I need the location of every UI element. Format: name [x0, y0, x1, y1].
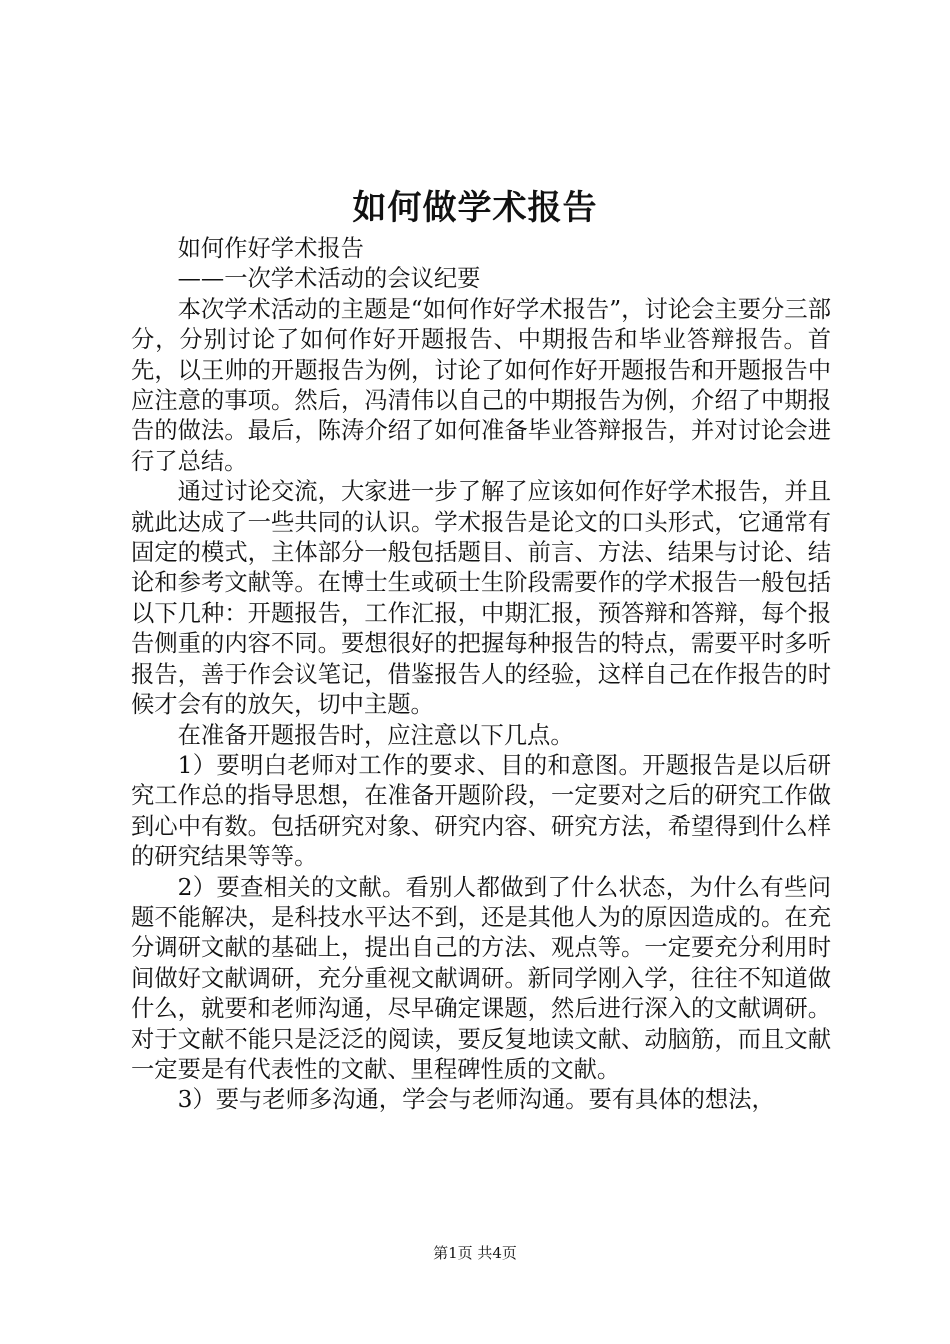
document-body: [131, 234, 831, 1116]
paragraph: 2）要查相关的文献。看别人都做到了什么状态，为什么有些问题不能解决，是科技水平达不到，还是其他人为的原因造成的。在充分调研文献的基础上，提出自己的方法、观点等。一定要充分利用时间做好文献调研，充分重视文献调研。新同学刚入学，往往不知道做什么，就要和老师沟通，尽早确定课题，然后进行深入的文献调研。对于文献不能只是泛泛的阅读，要反复地读文献、动脑筋，而且文献一定要是有代表性的文献、里程碑性质的文献。: [131, 873, 831, 1083]
paragraph: 通过讨论交流，大家进一步了解了应该如何作好学术报告，并且就此达成了一些共同的认识。学术报告是论文的口头形式，它通常有固定的模式，主体部分一般包括题目、前言、方法、结果与讨论、结论和参考文献等。在博士生或硕士生阶段需要作的学术报告一般包括以下几种：开题报告，工作汇报，中期汇报，预答辩和答辩，每个报告侧重的内容不同。要想很好的把握每种报告的特点，需要平时多听报告，善于作会议笔记，借鉴报告人的经验，这样自己在作报告的时候才会有的放矢，切中主题。: [131, 478, 831, 719]
document-title: 如何做学术报告: [352, 188, 598, 228]
subtitle-line: 如何作好学术报告: [177, 235, 364, 262]
paragraph: 3）要与老师多沟通，学会与老师沟通。要有具体的想法，: [177, 1086, 775, 1114]
subtitle-subline: ——一次学术活动的会议纪要: [177, 265, 481, 293]
paragraph: 本次学术活动的主题是“如何作好学术报告”，讨论会主要分三部分，分别讨论了如何作好开题报告、中期报告和毕业答辩报告。首先，以王帅的开题报告为例，讨论了如何作好开题报告和开题报告中应注意的事项。然后，冯清伟以自己的中期报告为例，介绍了中期报告的做法。最后，陈涛介绍了如何准备毕业答辩报告，并对讨论会进行了总结。: [131, 295, 831, 475]
paragraph: 在准备开题报告时，应注意以下几点。: [177, 721, 574, 749]
page-footer: 第1页 共4页: [433, 1244, 517, 1262]
paragraph: 1）要明白老师对工作的要求、目的和意图。开题报告是以后研究工作总的指导思想，在准备开题阶段，一定要对之后的研究工作做到心中有数。包括研究对象、研究内容、研究方法，希望得到什么样的研究结果等等。: [131, 751, 831, 871]
